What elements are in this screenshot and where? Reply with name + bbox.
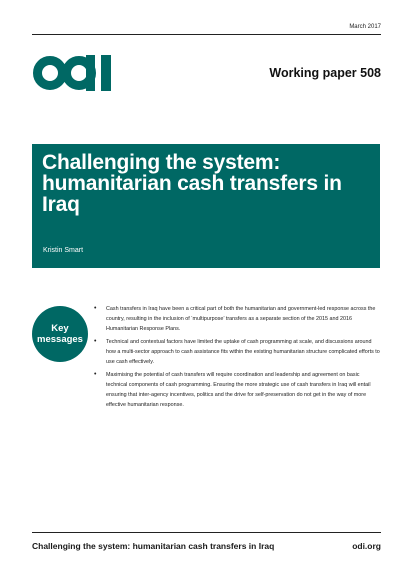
bullet-icon: • xyxy=(94,338,97,345)
key-messages-label: Key messages xyxy=(37,323,83,345)
bullet-icon: • xyxy=(94,371,97,378)
key-messages-badge xyxy=(32,306,88,362)
header-rule xyxy=(32,34,381,35)
odi-logo xyxy=(33,55,115,91)
key-message-text: Cash transfers in Iraq have been a critical part of both the humanitarian and government-led response across the country, resulting in the inclusion of ‘multipurpose’ transfers as a separate section of the 2015 and 2016 Humanitarian Response Plans. xyxy=(106,306,376,332)
document-title: Challenging the system: humanitarian cash transfers in Iraq xyxy=(42,151,342,216)
key-message-item xyxy=(94,337,382,367)
key-message-text: Technical and contextual factors have limited the uptake of cash programming at scale, and discussions around how a multi-sector approach to cash assistance fits within the existing humanitarian structure complicated efforts to use cash effectively. xyxy=(106,339,380,365)
key-message-text: Maximising the potential of cash transfers will require coordination and leadership and agreement on basic technical components of cash programming. Ensuring the more strategic use of cash transfers in Iraq will entail ensuring that inter-agency incentives, politics and the drive for self-preservation do not get in the way of more effective humanitarian response. xyxy=(106,372,371,408)
working-paper-number: Working paper 508 xyxy=(269,66,381,80)
footer-title: Challenging the system: humanitarian cash transfers in Iraq xyxy=(32,541,275,551)
key-message-item xyxy=(94,370,382,410)
author-name: Kristin Smart xyxy=(43,247,84,254)
footer-rule xyxy=(32,532,381,533)
key-message-item xyxy=(94,304,382,334)
key-messages-list xyxy=(94,304,382,413)
title-block xyxy=(32,144,380,268)
bullet-icon: • xyxy=(94,305,97,312)
publication-date: March 2017 xyxy=(349,24,381,30)
footer-site-link[interactable]: odi.org xyxy=(352,541,381,551)
